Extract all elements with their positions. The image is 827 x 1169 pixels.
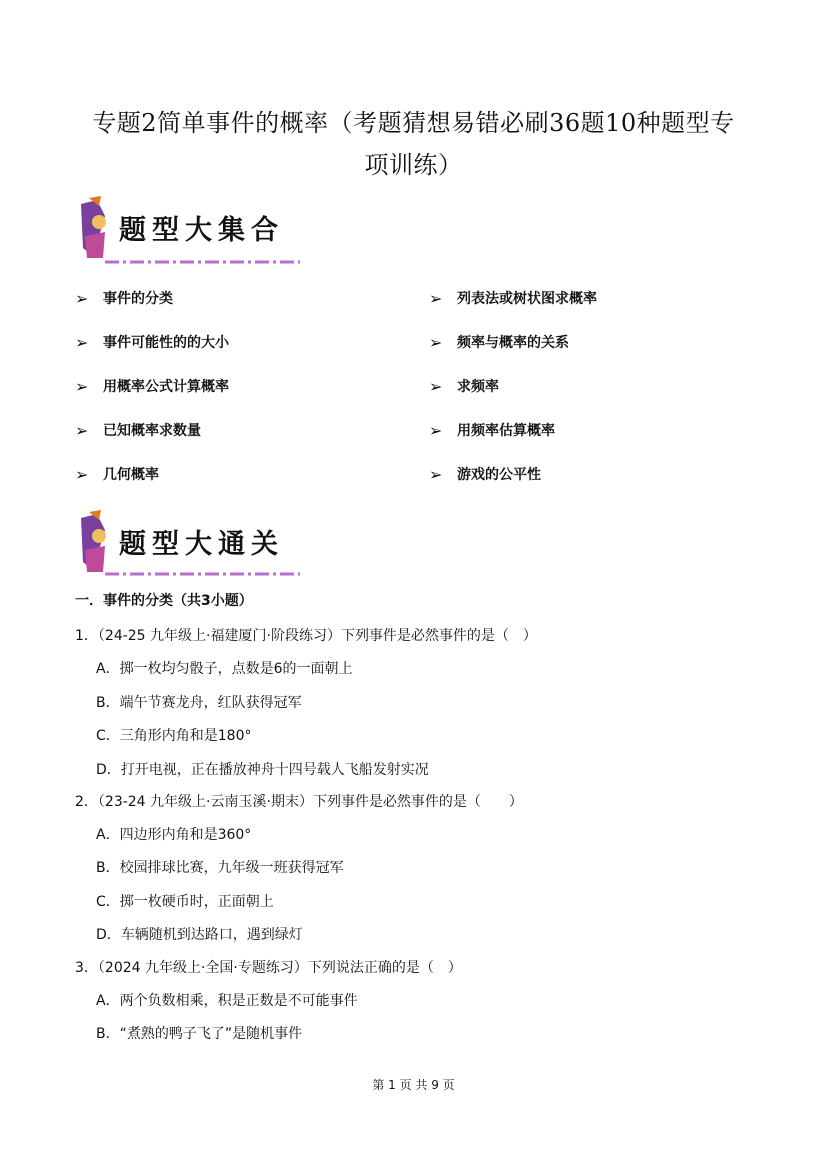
title-line-1: 专题2简单事件的概率（考题猜想易错必刷36题10种题型专 [92, 109, 735, 137]
question-option: D．车辆随机到达路口，遇到绿灯 [96, 927, 303, 943]
list-item: ➢ 几何概率 [75, 465, 159, 484]
banner-pass-text: 题型大通关 [119, 529, 284, 560]
list-item: ➢ 列表法或树状图求概率 [429, 289, 597, 308]
list-item: ➢ 事件可能性的的大小 [75, 333, 229, 352]
list-item: ➢ 用频率估算概率 [429, 421, 555, 440]
arrow-bullet-icon: ➢ [429, 421, 443, 440]
arrow-bullet-icon: ➢ [429, 333, 443, 352]
question-option: C．三角形内角和是180° [96, 728, 252, 744]
list-item: ➢ 游戏的公平性 [429, 465, 541, 484]
arrow-bullet-icon: ➢ [429, 289, 443, 308]
banner-collection-text: 题型大集合 [119, 215, 284, 246]
list-item: ➢ 求频率 [429, 377, 499, 396]
list-item: ➢ 已知概率求数量 [75, 421, 201, 440]
list-item: ➢ 用概率公式计算概率 [75, 377, 229, 396]
arrow-bullet-icon: ➢ [75, 333, 89, 352]
arrow-bullet-icon: ➢ [75, 465, 89, 484]
banner-pass [75, 510, 305, 582]
question-option: A．两个负数相乘，积是正数是不可能事件 [96, 993, 358, 1009]
question-stem: 2．（23-24 九年级上·云南玉溪·期末）下列事件是必然事件的是（ ） [75, 794, 523, 810]
section-heading: 一．事件的分类（共3小题） [75, 593, 253, 609]
banner-collection [75, 196, 305, 268]
arrow-bullet-icon: ➢ [429, 377, 443, 396]
arrow-bullet-icon: ➢ [75, 421, 89, 440]
question-option: B．校园排球比赛，九年级一班获得冠军 [96, 860, 344, 876]
question-option: D．打开电视，正在播放神舟十四号载人飞船发射实况 [96, 762, 429, 778]
question-option: A．掷一枚均匀骰子，点数是6的一面朝上 [96, 661, 353, 677]
title-line-2: 项训练） [364, 151, 463, 179]
arrow-bullet-icon: ➢ [75, 289, 89, 308]
question-option: B．端午节赛龙舟，红队获得冠军 [96, 695, 302, 711]
arrow-bullet-icon: ➢ [75, 377, 89, 396]
question-stem: 1．（24-25 九年级上·福建厦门·阶段练习）下列事件是必然事件的是（ ） [75, 628, 537, 644]
document-title [60, 102, 767, 186]
question-option: A．四边形内角和是360° [96, 827, 252, 843]
question-stem: 3．（2024 九年级上·全国·专题练习）下列说法正确的是（ ） [75, 960, 462, 976]
list-item: ➢ 事件的分类 [75, 289, 173, 308]
question-option: B．“煮熟的鸭子飞了”是随机事件 [96, 1026, 303, 1042]
arrow-bullet-icon: ➢ [429, 465, 443, 484]
list-item: ➢ 频率与概率的关系 [429, 333, 569, 352]
question-option: C．掷一枚硬币时，正面朝上 [96, 894, 274, 910]
page-footer: 第 1 页 共 9 页 [372, 1078, 455, 1092]
